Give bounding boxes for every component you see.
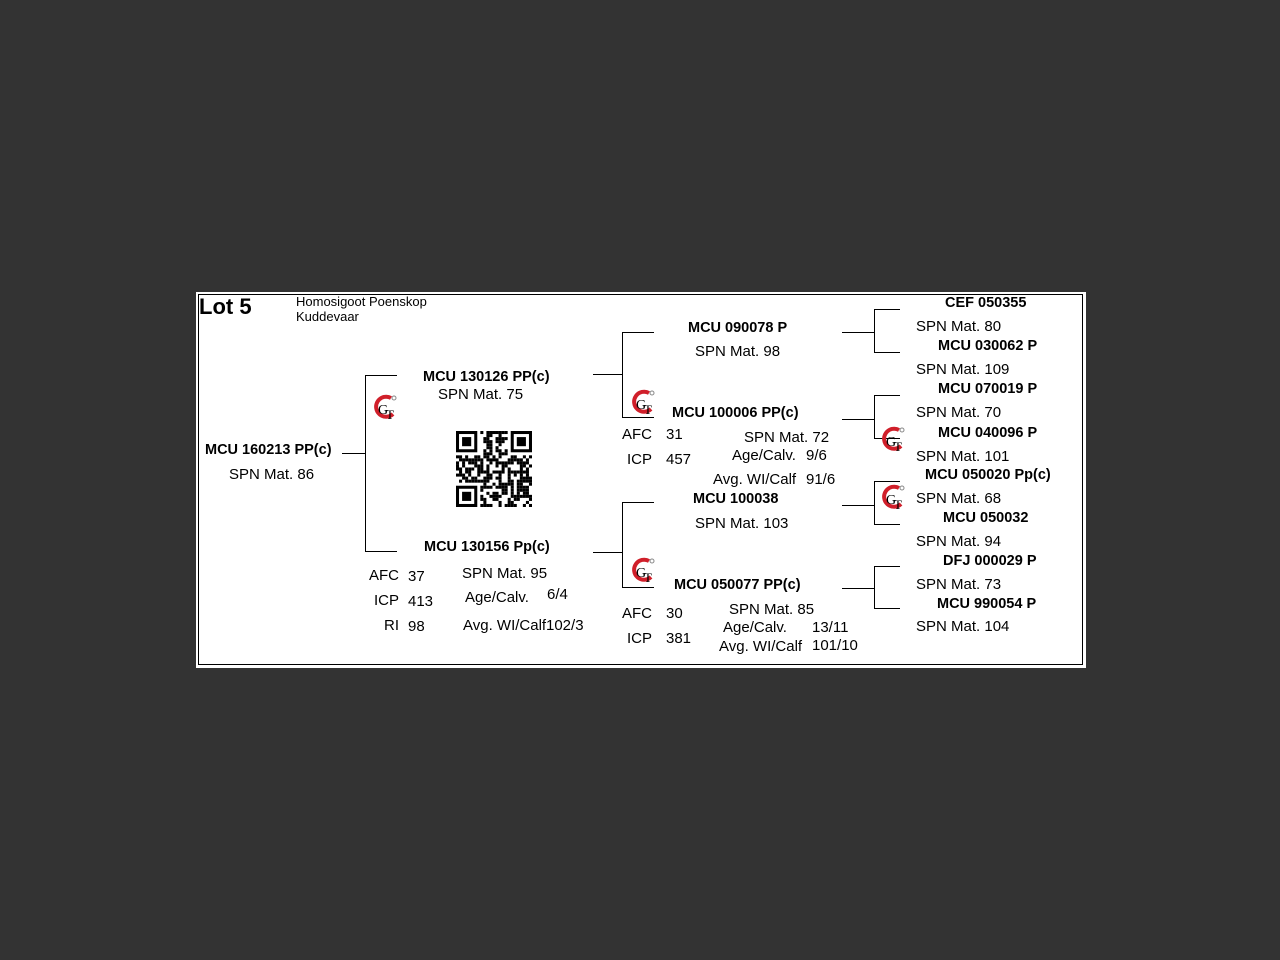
- connector: [842, 588, 874, 589]
- pedigree-card: [196, 292, 1086, 668]
- dam-ri: 98: [408, 618, 425, 635]
- sd-avg-label: Avg. WI/Calf: [713, 471, 797, 488]
- gt-logo-icon: [629, 555, 659, 585]
- connector: [874, 395, 900, 396]
- connector: [874, 566, 900, 567]
- sd-agecalv-label: Age/Calv.: [732, 447, 796, 464]
- connector: [842, 419, 874, 420]
- dd-spn: SPN Mat. 85: [729, 601, 815, 618]
- dam-afc: 37: [408, 568, 425, 585]
- gen3-0-id: CEF 050355: [945, 295, 1027, 311]
- connector: [622, 502, 654, 503]
- svg-text:G: G: [636, 398, 647, 413]
- dd-afc: 30: [666, 605, 683, 622]
- connector: [622, 332, 654, 333]
- gen3-7-spn: SPN Mat. 104: [916, 618, 1010, 635]
- sd-afc-label: AFC: [622, 426, 652, 443]
- gen3-7-id: MCU 990054 P: [937, 596, 1037, 612]
- sire-id: MCU 130126 PP(c): [423, 369, 550, 385]
- gen3-6-id: DFJ 000029 P: [943, 553, 1037, 569]
- sd-id: MCU 100006 PP(c): [672, 405, 799, 421]
- connector: [365, 551, 397, 552]
- sire-spn: SPN Mat. 75: [438, 386, 524, 403]
- sd-spn: SPN Mat. 72: [744, 429, 830, 446]
- dd-agecalv: 13/11: [812, 619, 849, 636]
- qr-code: [456, 431, 532, 507]
- sd-agecalv: 9/6: [806, 447, 827, 464]
- connector: [874, 352, 900, 353]
- connector: [622, 587, 654, 588]
- dd-icp: 381: [666, 630, 692, 647]
- connector: [842, 505, 874, 506]
- subject-spn: SPN Mat. 86: [229, 466, 315, 483]
- dd-agecalv-label: Age/Calv.: [723, 619, 787, 636]
- connector: [593, 552, 623, 553]
- svg-text:T: T: [386, 407, 394, 422]
- gen3-5-spn: SPN Mat. 94: [916, 533, 1002, 550]
- dam-icp: 413: [408, 593, 434, 610]
- connector: [593, 374, 623, 375]
- dam-afc-label: AFC: [369, 567, 399, 584]
- connector: [622, 417, 654, 418]
- gen3-6-spn: SPN Mat. 73: [916, 576, 1002, 593]
- svg-text:T: T: [894, 439, 902, 454]
- gen3-3-id: MCU 040096 P: [938, 425, 1038, 441]
- connector: [622, 502, 623, 588]
- connector: [342, 453, 366, 454]
- dam-agecalv-label: Age/Calv.: [465, 589, 529, 606]
- connector: [874, 524, 900, 525]
- connector: [365, 375, 366, 552]
- dam-icp-label: ICP: [374, 592, 400, 609]
- sd-icp: 457: [666, 451, 692, 468]
- dd-avg-label: Avg. WI/Calf: [719, 638, 803, 655]
- lot-title: Lot 5: [199, 294, 252, 319]
- sd-avg: 91/6: [806, 471, 836, 488]
- gen3-1-spn: SPN Mat. 109: [916, 361, 1010, 378]
- dd-id: MCU 050077 PP(c): [674, 577, 801, 593]
- connector: [365, 375, 397, 376]
- svg-text:T: T: [894, 497, 902, 512]
- gen3-0-spn: SPN Mat. 80: [916, 318, 1002, 335]
- dam-avg-label: Avg. WI/Calf: [463, 617, 547, 634]
- ss-spn: SPN Mat. 98: [695, 343, 781, 360]
- svg-text:T: T: [644, 402, 652, 417]
- connector: [874, 395, 875, 439]
- gen3-3-spn: SPN Mat. 101: [916, 448, 1010, 465]
- dam-id: MCU 130156 Pp(c): [424, 539, 550, 555]
- gen3-1-id: MCU 030062 P: [938, 338, 1038, 354]
- header-line-2: Kuddevaar: [296, 309, 359, 324]
- gt-logo-icon: [879, 482, 909, 512]
- gen3-2-spn: SPN Mat. 70: [916, 404, 1002, 421]
- dam-spn: SPN Mat. 95: [462, 565, 548, 582]
- sd-afc: 31: [666, 426, 683, 443]
- dd-afc-label: AFC: [622, 605, 652, 622]
- subject-id: MCU 160213 PP(c): [205, 442, 332, 458]
- ss-id: MCU 090078 P: [688, 320, 788, 336]
- connector: [874, 309, 900, 310]
- connector: [874, 566, 875, 609]
- gen3-2-id: MCU 070019 P: [938, 381, 1038, 397]
- gt-logo-icon: [629, 387, 659, 417]
- ds-spn: SPN Mat. 103: [695, 515, 789, 532]
- connector: [874, 309, 875, 353]
- svg-text:G: G: [636, 566, 647, 581]
- gen3-5-id: MCU 050032: [943, 510, 1029, 526]
- dam-ri-label: RI: [384, 617, 399, 634]
- gt-logo-icon: [371, 392, 401, 422]
- connector: [874, 481, 875, 525]
- gen3-4-id: MCU 050020 Pp(c): [925, 467, 1051, 483]
- dam-avg: 102/3: [546, 617, 584, 634]
- ds-id: MCU 100038: [693, 491, 779, 507]
- gt-logo-icon: [879, 424, 909, 454]
- dam-agecalv: 6/4: [547, 586, 568, 603]
- connector: [622, 332, 623, 418]
- header-line-1: Homosigoot Poenskop: [296, 294, 427, 309]
- dd-icp-label: ICP: [627, 630, 653, 647]
- svg-text:G: G: [886, 435, 897, 450]
- svg-text:T: T: [644, 570, 652, 585]
- connector: [842, 332, 874, 333]
- dd-avg: 101/10: [812, 637, 858, 654]
- gen3-4-spn: SPN Mat. 68: [916, 490, 1002, 507]
- connector: [874, 608, 900, 609]
- sd-icp-label: ICP: [627, 451, 653, 468]
- svg-text:G: G: [886, 493, 897, 508]
- svg-text:G: G: [378, 403, 389, 418]
